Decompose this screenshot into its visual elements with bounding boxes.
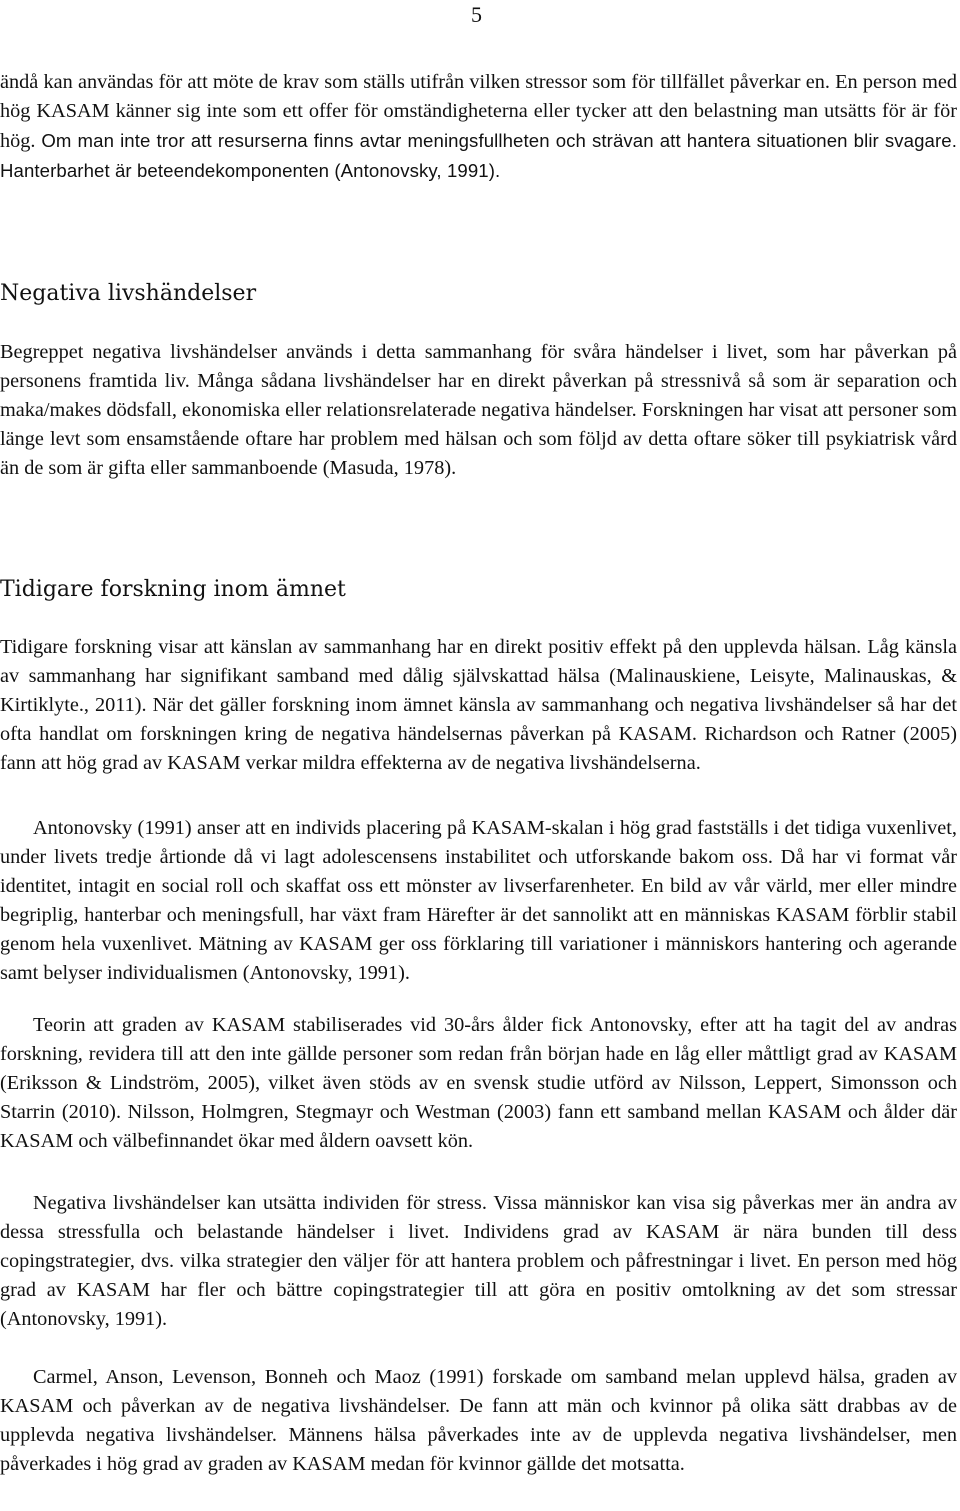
tidigare-paragraph-4: Negativa livshändelser kan utsätta individen för stress. Vissa människor kan visa sig påverkas mer än andra av dessa stressfulla och belastande händelser i livet. Individens grad av KASAM är nära bunden till dess copingstrategier, dvs. vilka strategier den väljer för att hantera problem och påfrestningar i livet. En person med hög grad av KASAM har fler och bättre copingstrategier till att göra en positiv omtolkning av det som stressar (Antonovsky, 1991).: [0, 1192, 957, 1330]
intro-paragraph: [0, 68, 957, 186]
tidigare-paragraph-2: Antonovsky (1991) anser att en individs placering på KASAM-skalan i hög grad fastställs i det tidiga vuxenlivet, under livets tredje årtionde då vi lagt adolescensens instabilitet och utforskande bakom oss. Då har vi format vår identitet, intagit en social roll och skaffat oss ett mönster av livserfarenheter. En bild av vår värld, mer eller mindre begriplig, hanterbar och meningsfull, har växt fram Härefter är det sannolikt att en människas KASAM förblir stabil genom hela vuxenlivet. Mätning av KASAM ger oss förklaring till variationer i människors hantering och agerande samt belyser individualismen (Antonovsky, 1991).: [0, 817, 957, 984]
section-heading-negativa: Negativa livshändelser: [0, 281, 257, 306]
tidigare-paragraph-5: Carmel, Anson, Levenson, Bonneh och Maoz (1991) forskade om samband melan upplevd hälsa, graden av KASAM och påverkan av de negativa livshändelser. De fann att män och kvinnor på olika sätt drabbas av de upplevda negativa livshändelser. Männens hälsa påverkades inte av de upplevda negativa livshändelser, men påverkades i hög grad av graden av KASAM medan för kvinnor gällde det motsatta.: [0, 1366, 957, 1475]
intro-sans-text: Om man inte tror att resurserna finns avtar meningsfullheten och strävan att hantera situationen blir svagare. Hanterbarhet är beteendekomponenten (Antonovsky, 1991).: [0, 130, 958, 181]
intro-serif-text: ändå kan användas för att möte de krav som ställs utifrån vilken stressor som för tillfället påverkar en. En person med hög KASAM känner sig inte som ett offer för omständigheterna eller tycker att den belastning man utsätts för är för hög.: [0, 71, 957, 152]
page-number: 5: [471, 2, 482, 27]
tidigare-paragraph-1: Tidigare forskning visar att känslan av sammanhang har en direkt positiv effekt på den upplevda hälsan. Låg känsla av sammanhang har signifikant samband med dålig självskattad hälsa (Malinauskiene, Leisyte, Malinauskas, & Kirtiklyte., 2011). När det gäller forskning inom ämnet känsla av sammanhang och negativa livshändelser så har det ofta handlat om forskningen kring de negativa händelsernas påverkan på KASAM. Richardson och Ratner (2005) fann att hög grad av KASAM verkar mildra effekterna av de negativa livshändelserna.: [0, 636, 957, 774]
negativa-paragraph: Begreppet negativa livshändelser används i detta sammanhang för svåra händelser i livet, som har påverkan på personens framtida liv. Många sådana livshändelser har en direkt påverkan på stressnivå så som är separation och maka/makes dödsfall, ekonomiska eller relationsrelaterade negativa händelser. Forskningen har visat att personer som länge levt som ensamstående oftare har problem med hälsan och som följd av detta oftare söker till psykiatrisk vård än de som är gifta eller sammanboende (Masuda, 1978).: [0, 341, 957, 479]
section-heading-tidigare: Tidigare forskning inom ämnet: [0, 577, 346, 602]
tidigare-paragraph-3: Teorin att graden av KASAM stabiliserades vid 30-års ålder fick Antonovsky, efter att ha tagit del av andras forskning, revidera till att den inte gällde personer som redan från början hade en låg eller måttligt grad av KASAM (Eriksson & Lindström, 2005), vilket även stöds av en svensk studie utförd av Nilsson, Leppert, Simonsson och Starrin (2010). Nilsson, Holmgren, Stegmayr och Westman (2003) fann ett samband mellan KASAM och ålder där KASAM och välbefinnandet ökar med åldern oavsett kön.: [0, 1014, 957, 1152]
